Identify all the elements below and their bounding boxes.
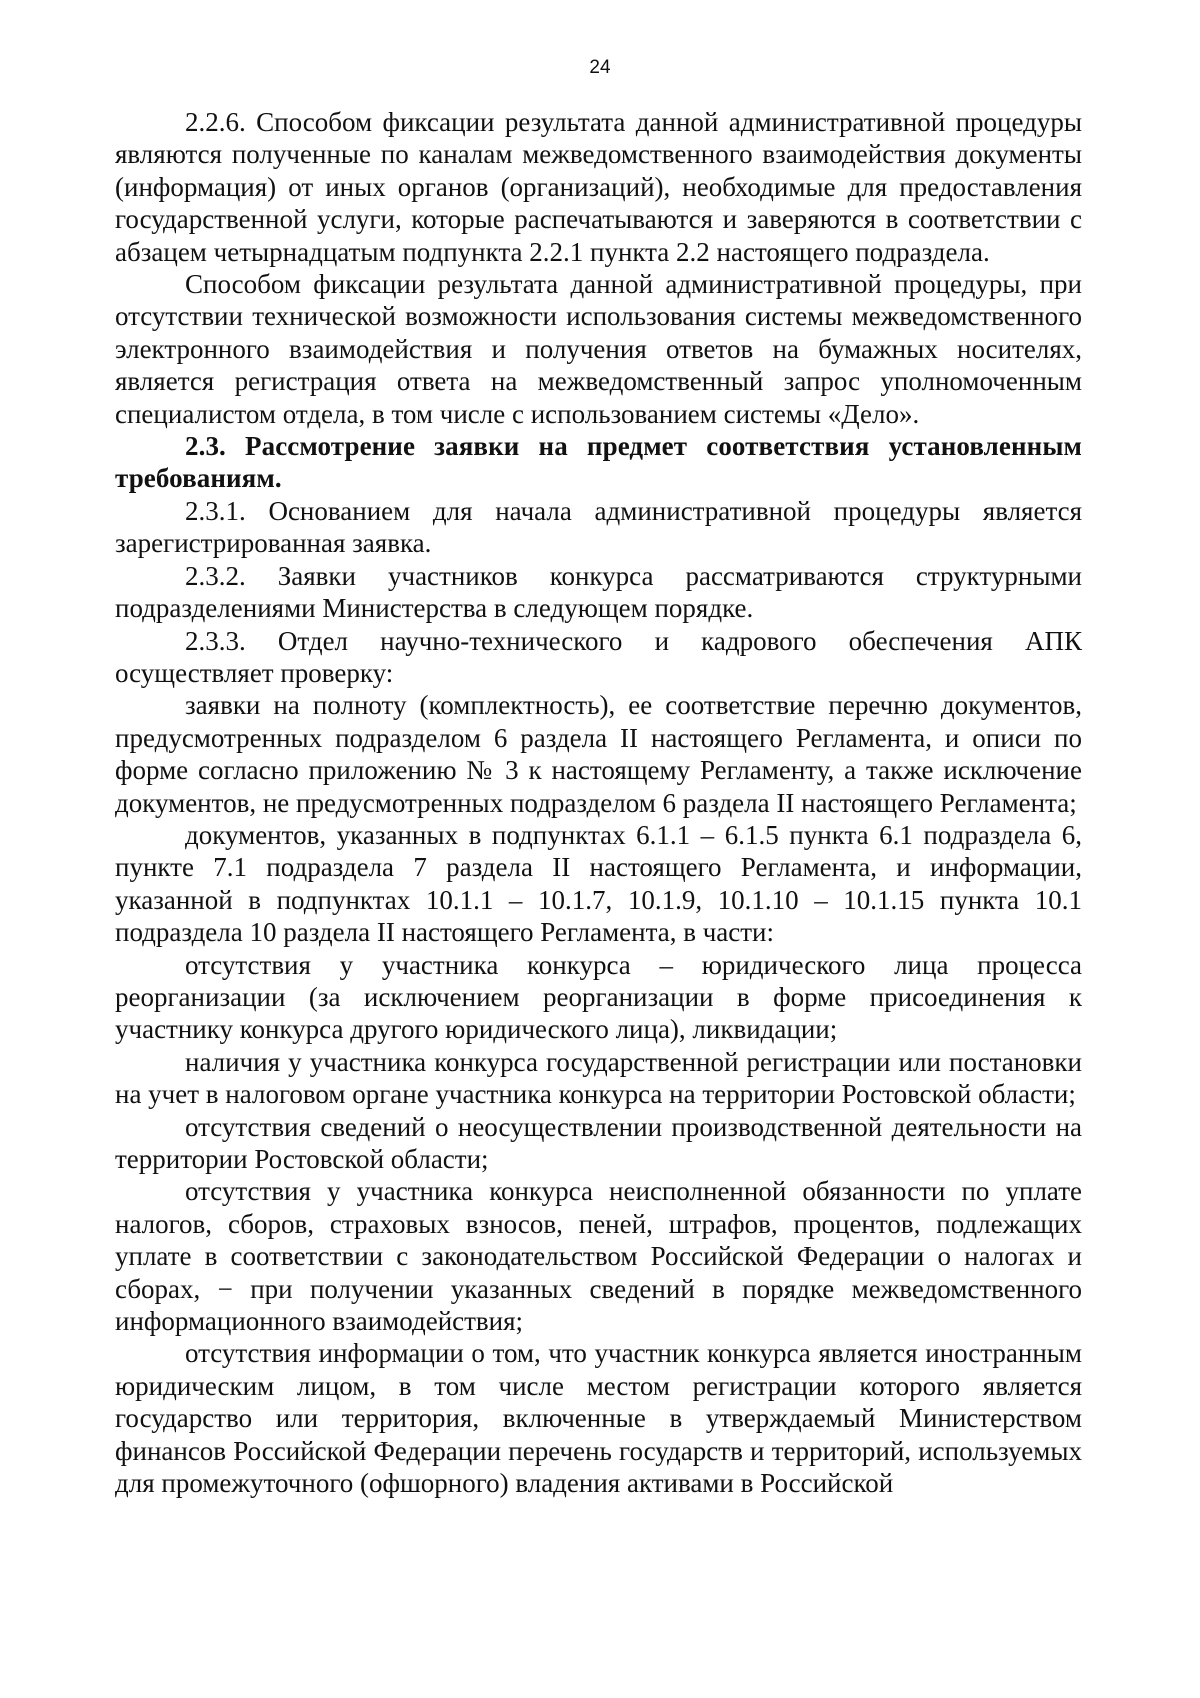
page-number: 24 — [589, 57, 611, 78]
list-item-documents: документов, указанных в подпунктах 6.1.1 – 6.1.5 пункта 6.1 подраздела 6, пункте 7.1 подраздела 7 раздела II настоящего Регламента, и информации, указанной в подпунктах 10.1.1 – 10.1.7, 10.1.9, 10.1.10 – 10.1.15 пункта 10.1 подраздела 10 раздела II настоящего Регламента, в части: — [115, 819, 1082, 948]
list-item-foreign-entity: отсутствия информации о том, что участник конкурса является иностранным юридическим лицом, в том числе местом регистрации которого является государство или территория, включенные в утверждаемый Министерством финансов Российской Федерации перечень государств и территорий, используемых для промежуточного (офшорного) владения активами в Российской — [115, 1338, 1082, 1499]
paragraph-2-2-6: 2.2.6. Способом фиксации результата данной административной процедуры являются полученные по каналам межведомственного взаимодействия документы (информация) от иных органов (организаций), необходимые для предоставления государственной услуги, которые распечатываются и заверяются в соответствии с абзацем четырнадцатым подпункта 2.2.1 пункта 2.2 настоящего подраздела. — [115, 107, 1082, 267]
paragraph-fixation-method: Способом фиксации результата данной административной процедуры, при отсутствии технической возможности использования системы межведомственного электронного взаимодействия и получения ответов на бумажных носителях, является регистрация ответа на межведомственный запрос уполномоченным специалистом отдела, в том числе с использованием системы «Дело». — [115, 269, 1082, 429]
list-item-taxes: отсутствия у участника конкурса неисполненной обязанности по уплате налогов, сборов, страховых взносов, пеней, штрафов, процентов, подлежащих уплате в соответствии с законодательством Российской Федерации о налогах и сборах, − при получении указанных сведений в порядке межведомственного информационного взаимодействия; — [115, 1176, 1082, 1337]
list-item-completeness: заявки на полноту (комплектность), ее соответствие перечню документов, предусмотренных подразделом 6 раздела II настоящего Регламента, и описи по форме согласно приложению № 3 к настоящему Регламенту, а также исключение документов, не предусмотренных подразделом 6 раздела II настоящего Регламента; — [115, 690, 1082, 818]
paragraph-2-3-1: 2.3.1. Основанием для начала административной процедуры является зарегистрированная заявка. — [115, 495, 1082, 559]
list-item-production: отсутствия сведений о неосуществлении производственной деятельности на территории Ростовской области; — [115, 1111, 1082, 1174]
document-body — [115, 106, 1082, 1499]
list-item-reorganization: отсутствия у участника конкурса – юридического лица процесса реорганизации (за исключением реорганизации в форме присоединения к участнику конкурса другого юридического лица), ликвидации; — [115, 949, 1082, 1045]
paragraph-2-3-2: 2.3.2. Заявки участников конкурса рассматриваются структурными подразделениями Министерства в следующем порядке. — [115, 560, 1082, 624]
list-item-registration: наличия у участника конкурса государственной регистрации или постановки на учет в налоговом органе участника конкурса на территории Ростовской области; — [115, 1046, 1082, 1110]
paragraph-2-3-3: 2.3.3. Отдел научно-технического и кадрового обеспечения АПК осуществляет проверку: — [115, 625, 1082, 688]
section-heading-2-3: 2.3. Рассмотрение заявки на предмет соответствия установленным требованиям. — [115, 431, 1082, 494]
